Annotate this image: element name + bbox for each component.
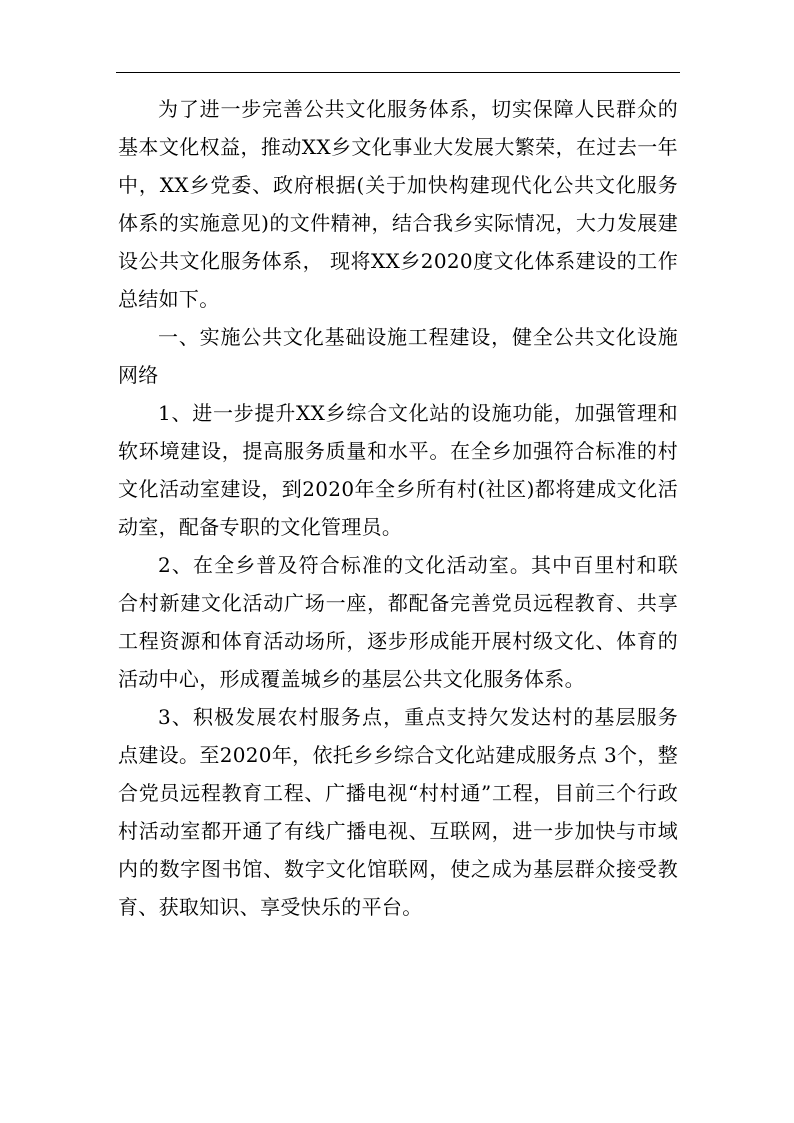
section-heading-1: 一、实施公共文化基础设施工程建设，健全公共文化设施网络 [118,325,678,387]
item-2-paragraph: 2、在全乡普及符合标准的文化活动室。其中百里村和联合村新建文化活动广场一座，都配备完善党员远程教育、共享工程资源和体育活动场所，逐步形成能开展村级文化、体育的活动中心，形成覆盖城乡的基层公共文化服务体系。 [118,553,678,691]
item-1-paragraph: 1、进一步提升XX乡综合文化站的设施功能，加强管理和软环境建设，提高服务质量和水平。在全乡加强符合标准的村文化活动室建设，到2020年全乡所有村(社区)都将建成文化活动室，配备专职的文化管理员。 [118,401,678,539]
header-rule [116,72,680,73]
intro-paragraph: 为了进一步完善公共文化服务体系，切实保障人民群众的基本文化权益，推动XX乡文化事业大发展大繁荣，在过去一年中，XX乡党委、政府根据(关于加快构建现代化公共文化服务体系的实施意见)的文件精神，结合我乡实际情况，大力发展建设公共文化服务体系， 现将XX乡2020度文化体系建设的工作总结如下。 [118,97,678,311]
document-body [118,90,678,926]
item-3-paragraph: 3、积极发展农村服务点，重点支持欠发达村的基层服务点建设。至2020年，依托乡乡综合文化站建成服务点 3个，整合党员远程教育工程、广播电视“村村通”工程，目前三个行政村活动室都开通了有线广播电视、互联网，进一步加快与市域内的数字图书馆、数字文化馆联网，使之成为基层群众接受教育、获取知识、享受快乐的平台。 [118,705,678,919]
